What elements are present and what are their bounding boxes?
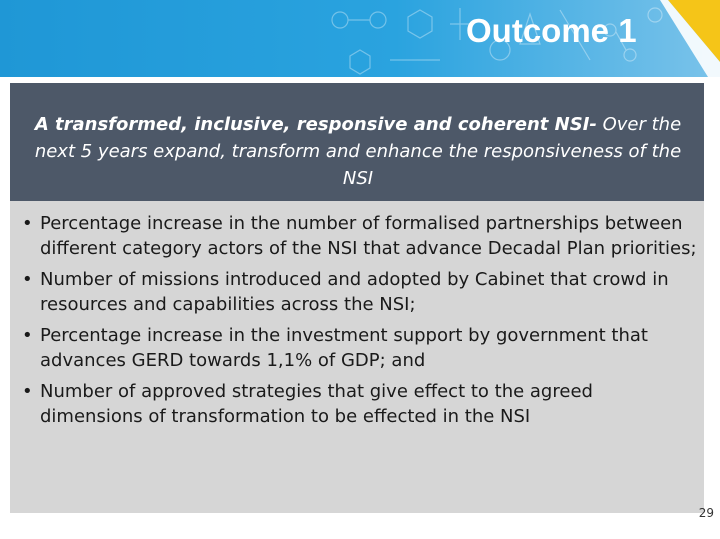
outcome-statement-body: Over the next 5 years expand, transform and enhance the responsiveness of the NSI (34, 114, 682, 189)
bullet-marker: • (22, 325, 33, 346)
outcome-statement-lead: A transformed, inclusive, responsive and coherent NSI- (34, 114, 597, 135)
list-item-text: Percentage increase in the investment support by government that advances GERD towards 1,1% of GDP; and (40, 325, 648, 371)
list-item-text: Percentage increase in the number of formalised partnerships between different category actors of the NSI that advance Decadal Plan priorities; (40, 213, 697, 259)
slide-header (0, 0, 720, 77)
bullet-marker: • (22, 381, 33, 402)
bullet-marker: • (22, 213, 33, 234)
yellow-corner-accent (660, 0, 720, 77)
slide-title: Outcome 1 (466, 12, 637, 49)
outcome-statement (24, 111, 692, 192)
page-number: 29 (698, 506, 714, 520)
list-item (22, 211, 698, 261)
indicator-list (22, 211, 698, 435)
list-item (22, 323, 698, 373)
list-item (22, 379, 698, 429)
list-item-text: Number of approved strategies that give effect to the agreed dimensions of transformation to be effected in the NSI (40, 381, 593, 427)
list-item-text: Number of missions introduced and adopted by Cabinet that crowd in resources and capabilities across the NSI; (40, 269, 669, 315)
list-item (22, 267, 698, 317)
bullet-marker: • (22, 269, 33, 290)
